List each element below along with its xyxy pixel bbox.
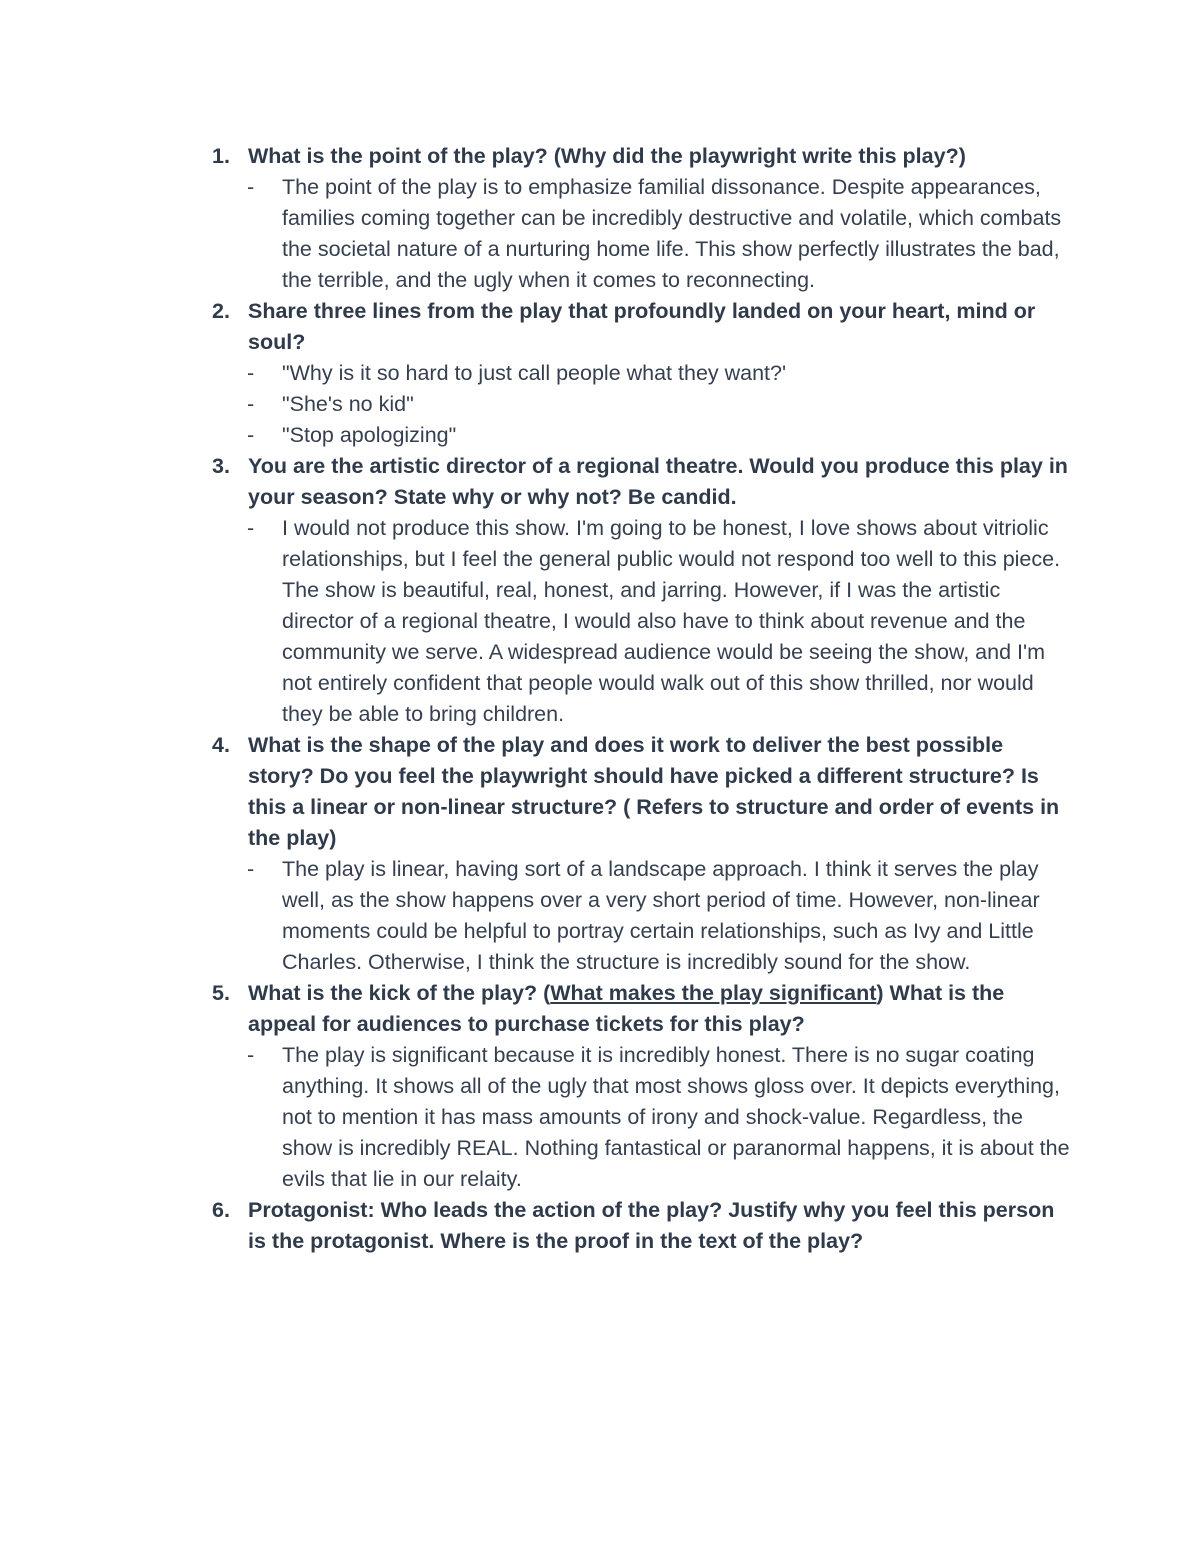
question-text: What is the point of the play? (Why did the playwright write this play?) (248, 144, 966, 168)
question-number: 4. (212, 733, 230, 757)
dash-bullet: - (247, 361, 255, 385)
dash-bullet: - (247, 392, 255, 416)
answer-item (0, 420, 1200, 451)
question-number: 2. (212, 299, 230, 323)
answer-item (0, 854, 1200, 978)
question-number: 1. (212, 144, 230, 168)
dash-bullet: - (247, 1043, 255, 1067)
question-text: Protagonist: Who leads the action of the play? Justify why you feel this person is the protagonist. Where is the proof in the text of the play? (248, 1198, 1055, 1253)
answer-text: The point of the play is to emphasize familial dissonance. Despite appearances, families coming together can be incredibly destructive and volatile, which combats the societal nature of a nurturing home life. This show perfectly illustrates the bad, the terrible, and the ugly when it comes to reconnecting. (282, 175, 1062, 292)
answer-text: "Stop apologizing" (282, 423, 457, 447)
question-text-end: ) What is the appeal for audiences to purchase tickets for this play? (248, 981, 1005, 1036)
answer-item (0, 1040, 1200, 1195)
answer-item (0, 172, 1200, 296)
question-5 (0, 978, 1200, 1040)
question-number: 6. (212, 1198, 230, 1222)
question-2 (0, 296, 1200, 358)
question-1 (0, 141, 1200, 172)
question-text: Share three lines from the play that profoundly landed on your heart, mind or soul? (248, 299, 1036, 354)
answer-text: "She's no kid" (282, 392, 414, 416)
dash-bullet: - (247, 423, 255, 447)
question-text-underlined: What makes the play significant (550, 981, 877, 1005)
answer-item (0, 389, 1200, 420)
dash-bullet: - (247, 516, 255, 540)
answer-item (0, 358, 1200, 389)
question-text-start: What is the kick of the play? ( (248, 981, 551, 1005)
question-6 (0, 1195, 1200, 1257)
answer-text: The play is significant because it is incredibly honest. There is no sugar coating anything. It shows all of the ugly that most shows gloss over. It depicts everything, not to mention it has mass amounts of irony and shock-value. Regardless, the show is incredibly REAL. Nothing fantastical or paranormal happens, it is about the evils that lie in our relaity. (282, 1043, 1070, 1191)
answer-text: "Why is it so hard to just call people what they want?' (282, 361, 787, 385)
question-3 (0, 451, 1200, 513)
question-text: What is the shape of the play and does it work to deliver the best possible story? Do you feel the playwright should have picked a different structure? Is this a linear or non-linear structure? ( Refers to structure and order of events in the play) (248, 733, 1060, 850)
answer-item (0, 513, 1200, 730)
document-page (0, 141, 1200, 1257)
question-number: 5. (212, 981, 230, 1005)
question-number: 3. (212, 454, 230, 478)
question-text: You are the artistic director of a regional theatre. Would you produce this play in your season? State why or why not? Be candid. (248, 454, 1068, 509)
dash-bullet: - (247, 857, 255, 881)
question-4 (0, 730, 1200, 854)
answer-text: I would not produce this show. I'm going to be honest, I love shows about vitriolic relationships, but I feel the general public would not respond too well to this piece. The show is beautiful, real, honest, and jarring. However, if I was the artistic director of a regional theatre, I would also have to think about revenue and the community we serve. A widespread audience would be seeing the show, and I'm not entirely confident that people would walk out of this show thrilled, nor would they be able to bring children. (282, 516, 1061, 726)
dash-bullet: - (247, 175, 255, 199)
answer-text: The play is linear, having sort of a landscape approach. I think it serves the play well, as the show happens over a very short period of time. However, non-linear moments could be helpful to portray certain relationships, such as Ivy and Little Charles. Otherwise, I think the structure is incredibly sound for the show. (282, 857, 1040, 974)
